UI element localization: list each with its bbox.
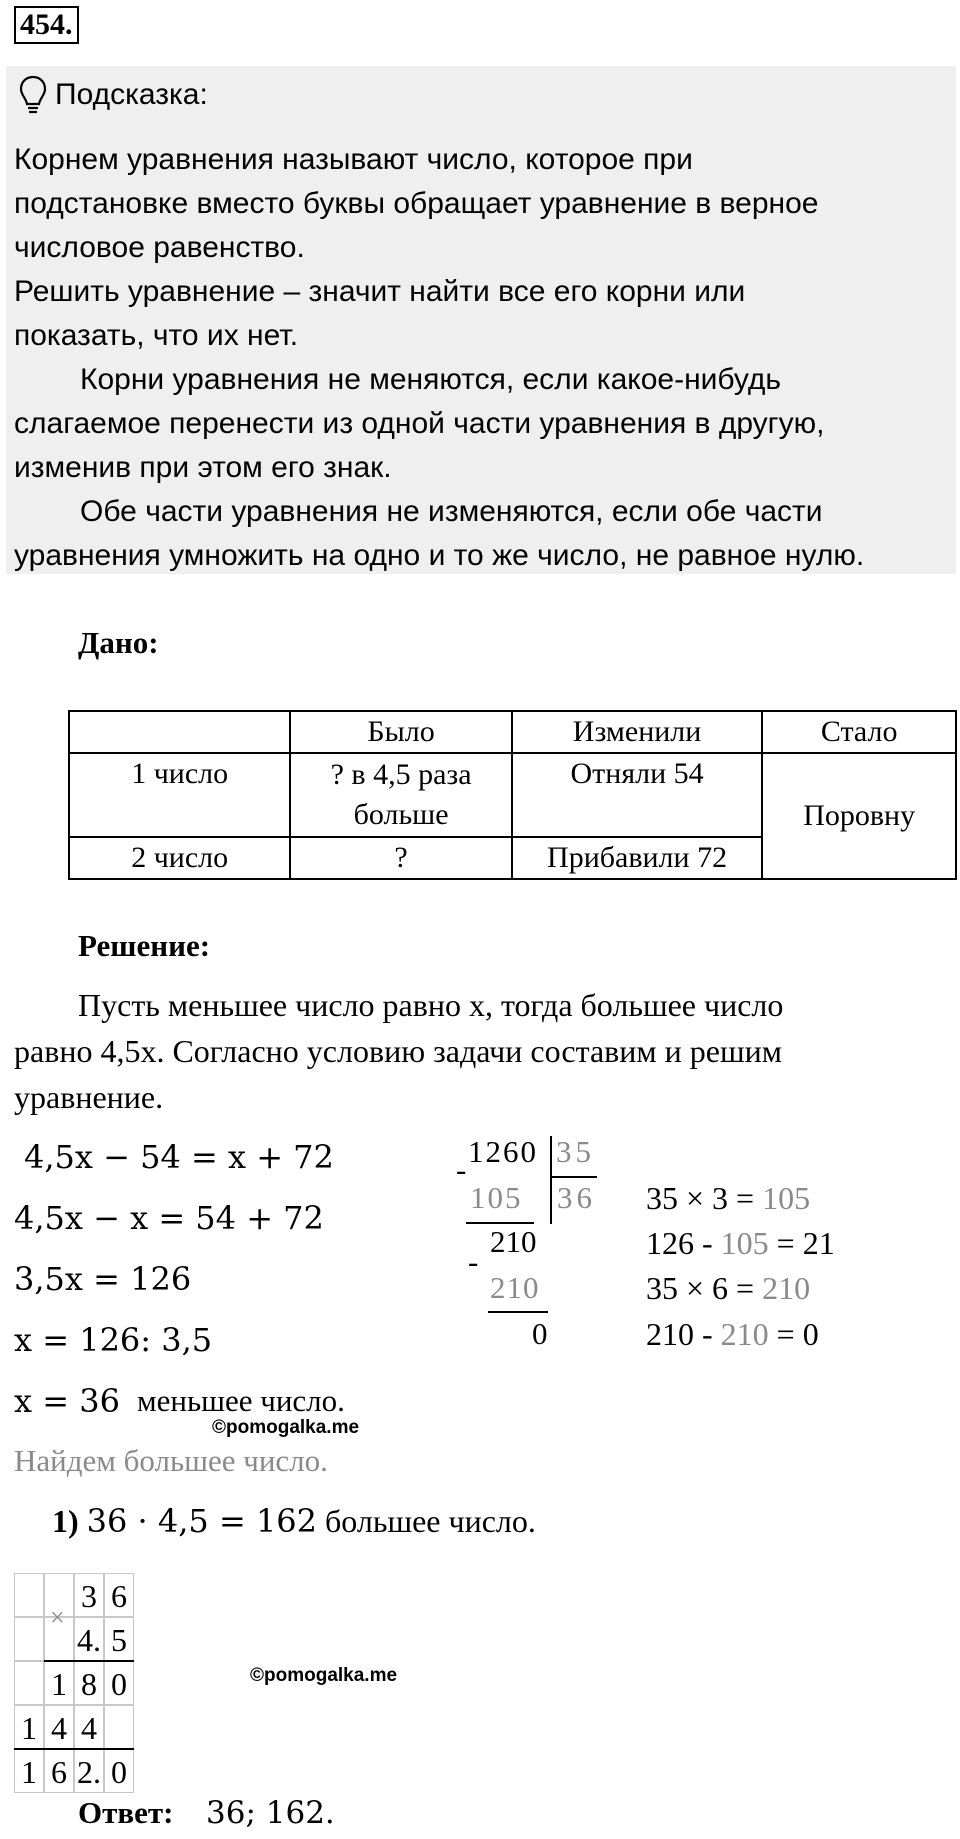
equation-note: меньшее число. xyxy=(137,1383,345,1418)
quotient: 36 xyxy=(557,1180,596,1215)
answer-value: 36; 162. xyxy=(206,1795,335,1831)
grid-cell: 6 xyxy=(44,1749,74,1793)
division-bar xyxy=(550,1136,552,1224)
solution-line: уравнение. xyxy=(14,1079,164,1115)
equation: 4,5x − 54 = x + 72 xyxy=(24,1138,334,1176)
step-note: большее число. xyxy=(325,1503,536,1539)
given-label: Дано: xyxy=(78,625,159,660)
step-1 xyxy=(52,1502,536,1540)
check-text: 210 - xyxy=(646,1316,721,1352)
equation: x = 126: 3,5 xyxy=(14,1321,213,1359)
grid-cell: 5 xyxy=(104,1617,134,1661)
hint-line: Обе части уравнения не изменяются, если обе части xyxy=(80,495,823,528)
grid-cell: 2. xyxy=(74,1749,104,1793)
step-number: 1) xyxy=(52,1503,79,1539)
table-cell: Прибавили 72 xyxy=(512,837,763,879)
table-header xyxy=(69,711,290,753)
hint-title: Подсказка: xyxy=(55,78,208,111)
watermark: ©pomogalka.me xyxy=(212,1417,360,1438)
check-text: 35 × 6 = xyxy=(646,1270,763,1306)
table-cell xyxy=(290,753,511,837)
table-cell-line: больше xyxy=(353,798,449,831)
multiplication-line xyxy=(14,1748,134,1750)
subtrahend: 210 xyxy=(490,1270,540,1305)
hint-line: подстановке вместо буквы обращает уравнение в верное xyxy=(14,187,819,220)
step-expression: 36 · 4,5 = 162 xyxy=(86,1502,318,1540)
watermark: ©pomogalka.me xyxy=(250,1665,398,1686)
table-header: Стало xyxy=(762,711,956,753)
check-text: 35 × 3 = xyxy=(646,1180,763,1216)
grid-cell: 4 xyxy=(44,1705,74,1749)
table-cell: Отняли 54 xyxy=(512,753,763,837)
grid-cell xyxy=(14,1661,44,1705)
check-text: 105 xyxy=(720,1225,769,1261)
table-cell: 2 число xyxy=(69,837,290,879)
check-line xyxy=(646,1225,835,1262)
check-line xyxy=(646,1180,810,1217)
lightbulb-icon xyxy=(18,74,48,116)
multiplication-line xyxy=(44,1660,134,1662)
grid-cell: 6 xyxy=(104,1573,134,1617)
check-line xyxy=(646,1270,810,1307)
answer-label: Ответ: xyxy=(78,1795,174,1830)
dividend: 1260 xyxy=(468,1134,538,1169)
grid-cell: 0 xyxy=(104,1749,134,1793)
minus-sign: - xyxy=(468,1244,479,1279)
table-cell: 1 число xyxy=(69,753,290,837)
check-text: 105 xyxy=(762,1180,811,1216)
given-table xyxy=(68,710,957,880)
hint-line: уравнения умножить на одно и то же число, не равное нулю. xyxy=(14,539,865,572)
grid-cell: 1 xyxy=(44,1661,74,1705)
grid-cell: 4 xyxy=(74,1705,104,1749)
hint-line: Корни уравнения не меняются, если какое-нибудь xyxy=(80,363,782,396)
grid-cell: 0 xyxy=(104,1661,134,1705)
grid-cell xyxy=(14,1573,44,1617)
solution-line: равно 4,5x. Согласно условию задачи составим и решим xyxy=(14,1033,782,1069)
table-cell: ? xyxy=(290,837,511,879)
hint-line: слагаемое перенести из одной части уравнения в другую, xyxy=(14,407,825,440)
table-header-row xyxy=(69,711,956,753)
table-header: Было xyxy=(290,711,511,753)
hint-line: Решить уравнение – значит найти все его корни или xyxy=(14,275,746,308)
grid-cell: 1 xyxy=(14,1749,44,1793)
table-cell-line: ? в 4,5 раза xyxy=(330,758,472,791)
grid-cell xyxy=(104,1705,134,1749)
hint-line: Корнем уравнения называют число, которое при xyxy=(14,143,693,176)
task-number: 454. xyxy=(14,6,79,44)
table-cell: Поровну xyxy=(762,753,956,879)
division-result: 0 xyxy=(532,1316,548,1351)
division-line xyxy=(488,1311,548,1313)
grid-cell: 4. xyxy=(74,1617,104,1661)
equation: 4,5x − x = 54 + 72 xyxy=(14,1199,324,1237)
grid-cell xyxy=(14,1617,44,1661)
subtrahend: 105 xyxy=(470,1180,523,1215)
table-header: Изменили xyxy=(512,711,763,753)
divisor: 35 xyxy=(556,1134,595,1169)
check-text: = 21 xyxy=(768,1225,835,1261)
find-larger-text: Найдем большее число. xyxy=(14,1443,328,1478)
hint-line: показать, что их нет. xyxy=(14,319,299,352)
table-row xyxy=(69,753,956,837)
solution-line: Пусть меньшее число равно x, тогда большее число xyxy=(78,987,784,1023)
solution-label: Решение: xyxy=(78,928,211,963)
hint-line: изменив при этом его знак. xyxy=(14,451,392,484)
check-line xyxy=(646,1316,819,1353)
times-sign: × xyxy=(50,1603,65,1632)
hint-line: числовое равенство. xyxy=(14,231,305,264)
grid-cell: 3 xyxy=(74,1573,104,1617)
check-text: 210 xyxy=(720,1316,769,1352)
equation: x = 36 xyxy=(14,1382,120,1420)
divisor-underline xyxy=(551,1176,597,1178)
minus-sign: - xyxy=(456,1152,467,1187)
grid-cell: 8 xyxy=(74,1661,104,1705)
remainder: 210 xyxy=(490,1224,537,1259)
check-text: 126 - xyxy=(646,1225,721,1261)
check-text: 210 xyxy=(762,1270,811,1306)
grid-cell: 1 xyxy=(14,1705,44,1749)
equation: 3,5x = 126 xyxy=(14,1260,192,1298)
check-text: = 0 xyxy=(768,1316,819,1352)
